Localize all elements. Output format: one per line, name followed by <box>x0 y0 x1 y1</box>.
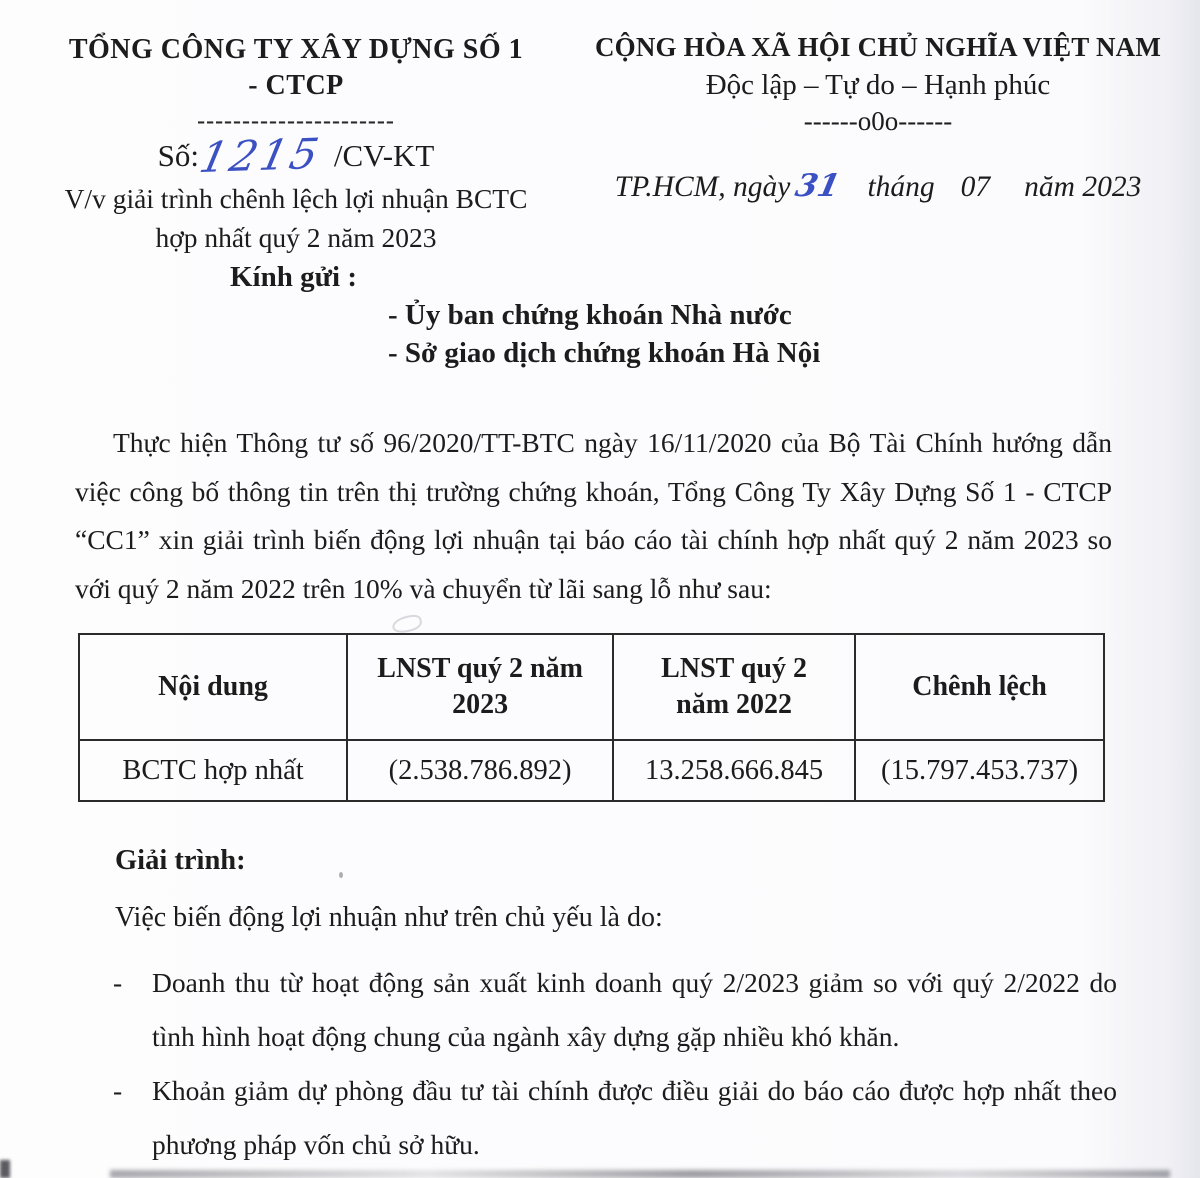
explanation-lead: Việc biến động lợi nhuận như trên chủ yếu là do: <box>115 902 663 933</box>
date-year-label: năm <box>1024 171 1075 203</box>
bullet-item <box>113 956 1117 1064</box>
document-number-suffix: /CV-KT <box>333 138 435 173</box>
table-row <box>79 740 1104 801</box>
cell-lnst-2023: (2.538.786.892) <box>347 740 613 801</box>
document-subject-line1: V/v giải trình chênh lệch lợi nhuận BCTC <box>64 183 528 214</box>
profit-variance-table <box>78 633 1105 802</box>
bullet-item <box>113 1064 1117 1172</box>
place-date-line <box>578 166 1178 207</box>
cell-lnst-2022: 13.258.666.845 <box>613 740 855 801</box>
explanation-title: Giải trình: <box>115 845 246 876</box>
issuer-name-line2: - CTCP <box>248 70 344 101</box>
issuer-name-line1: TỔNG CÔNG TY XÂY DỰNG SỐ 1 <box>68 34 524 65</box>
date-month-label: tháng <box>867 171 935 203</box>
cell-noi-dung: BCTC hợp nhất <box>79 740 347 801</box>
bullet-dash: - <box>113 1075 123 1106</box>
place-date-prefix: TP.HCM, ngày <box>614 171 791 203</box>
document-subject-line2: hợp nhất quý 2 năm 2023 <box>155 222 437 253</box>
recipient-item: - Ủy ban chứng khoán Nhà nước <box>388 299 792 331</box>
date-year: 2023 <box>1082 171 1142 203</box>
bullet-text: Khoản giảm dự phòng đầu tư tài chính được điều giải do báo cáo được hợp nhất theo phương pháp vốn chủ sở hữu. <box>152 1075 1117 1160</box>
scan-artifact-corner <box>0 1160 10 1178</box>
table-header-lnst-2022: LNST quý 2 năm 2022 <box>613 634 855 740</box>
date-day-handwritten: 31 <box>792 168 844 204</box>
table-header-lnst-2023: LNST quý 2 năm 2023 <box>347 634 613 740</box>
table-header-noi-dung: Nội dung <box>79 634 347 740</box>
scan-artifact-bottom-line <box>110 1170 1170 1178</box>
national-header <box>578 30 1178 207</box>
recipients-label: Kính gửi : <box>230 261 357 293</box>
national-divider: ------o0o------ <box>803 106 953 136</box>
table-header-row <box>79 634 1104 740</box>
national-motto-line1: CỘNG HÒA XÃ HỘI CHỦ NGHĨA VIỆT NAM <box>594 32 1162 62</box>
document-number-prefix: Số: <box>157 138 199 173</box>
issuer-header <box>40 32 552 256</box>
table-header-chenh-lech: Chênh lệch <box>855 634 1104 740</box>
date-month: 07 <box>960 171 991 203</box>
scan-artifact-dot <box>339 872 343 878</box>
document-number-line <box>40 128 552 183</box>
scan-artifact-squiggle <box>391 613 424 635</box>
intro-paragraph: Thực hiện Thông tư số 96/2020/TT-BTC ngày 16/11/2020 của Bộ Tài Chính hướng dẫn việc công bố thông tin trên thị trường chứng khoán, Tổng Công Ty Xây Dựng Số 1 - CTCP “CC1” xin giải trình biến động lợi nhuận tại báo cáo tài chính hợp nhất quý 2 năm 2023 so với quý 2 năm 2022 trên 10% và chuyển từ lãi sang lỗ như sau: <box>75 427 1112 604</box>
document-number-handwritten: 1215 <box>195 128 326 183</box>
national-motto-line2: Độc lập – Tự do – Hạnh phúc <box>705 69 1051 101</box>
cell-chenh-lech: (15.797.453.737) <box>855 740 1104 801</box>
explanation-bullets <box>113 956 1117 1172</box>
bullet-text: Doanh thu từ hoạt động sản xuất kinh doanh quý 2/2023 giảm so với quý 2/2022 do tình hình hoạt động chung của ngành xây dựng gặp nhiều khó khăn. <box>152 967 1117 1052</box>
recipients-list <box>388 296 820 372</box>
bullet-dash: - <box>113 967 123 998</box>
recipient-item: - Sở giao dịch chứng khoán Hà Nội <box>388 337 821 369</box>
issuer-divider: ---------------------- <box>197 108 395 134</box>
